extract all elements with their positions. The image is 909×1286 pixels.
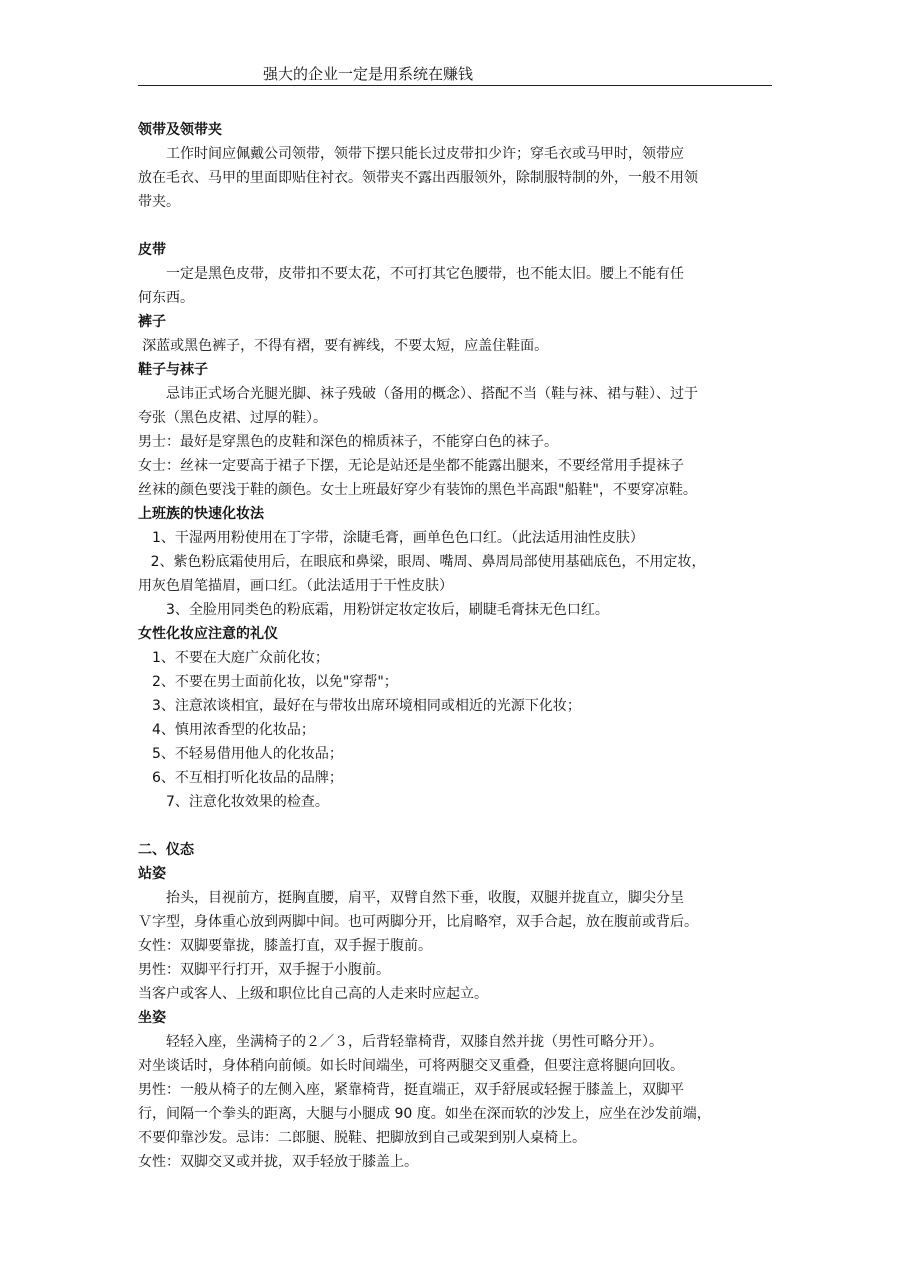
paragraph-line: Ｖ字型，身体重心放到两脚中间。也可两脚分开，比肩略窄，双手合起，放在腹前或背后。 bbox=[138, 914, 698, 930]
header-divider bbox=[138, 85, 772, 86]
paragraph-line: 当客户或客人、上级和职位比自己高的人走来时应起立。 bbox=[138, 986, 488, 1002]
section-heading-sitting: 坐姿 bbox=[138, 1010, 166, 1026]
section-heading-standing: 站姿 bbox=[138, 866, 166, 882]
list-item: 4、慎用浓香型的化妆品； bbox=[152, 722, 315, 738]
paragraph-line: 不要仰靠沙发。忌讳：二郎腿、脱鞋、把脚放到自己或架到别人桌椅上。 bbox=[138, 1130, 586, 1146]
list-item: 3、注意浓谈相宜，最好在与带妆出席环境相同或相近的光源下化妆； bbox=[152, 698, 581, 714]
blank-line bbox=[138, 214, 772, 238]
list-item: 1、干湿两用粉使用在丁字带，涂睫毛膏，画单色色口红。（此法适用油性皮肤） bbox=[152, 530, 644, 546]
document-body bbox=[138, 118, 772, 1174]
section-heading-etiquette: 女性化妆应注意的礼仪 bbox=[138, 626, 278, 642]
paragraph-line: 用灰色眉笔描眉，画口红。（此法适用于干性皮肤） bbox=[138, 578, 453, 594]
section-heading-shoes: 鞋子与袜子 bbox=[138, 362, 208, 378]
paragraph-line: 夸张（黑色皮裙、过厚的鞋）。 bbox=[138, 410, 327, 426]
list-item: 5、不轻易借用他人的化妆品； bbox=[152, 746, 343, 762]
section-heading-posture: 二、仪态 bbox=[138, 842, 194, 858]
list-item: 1、不要在大庭广众前化妆； bbox=[152, 650, 329, 666]
section-heading-belt: 皮带 bbox=[138, 242, 166, 258]
list-item: 3、全脸用同类色的粉底霜，用粉饼定妆定妆后，刷睫毛膏抹无色口红。 bbox=[166, 602, 609, 618]
section-heading-makeup: 上班族的快速化妆法 bbox=[138, 506, 264, 522]
paragraph-line: 放在毛衣、马甲的里面即贴住衬衣。领带夹不露出西服领外，除制服特制的外，一般不用领 bbox=[138, 170, 698, 186]
paragraph-line: 一定是黑色皮带，皮带扣不要太花，不可打其它色腰带，也不能太旧。腰上不能有任 bbox=[166, 266, 684, 282]
paragraph-line: 女性：双脚要靠拢，膝盖打直，双手握于腹前。 bbox=[138, 938, 432, 954]
list-item: 2、紫色粉底霜使用后，在眼底和鼻梁，眼周、嘴周、鼻周局部使用基础底色，不用定妆， bbox=[150, 554, 706, 570]
paragraph-line: 忌讳正式场合光腿光脚、袜子残破（备用的概念）、搭配不当（鞋与袜、裙与鞋）、过于 bbox=[166, 386, 698, 402]
paragraph-line: 深蓝或黑色裤子，不得有褶，要有裤线，不要太短，应盖住鞋面。 bbox=[142, 338, 549, 354]
paragraph-line: 男性：双脚平行打开，双手握于小腹前。 bbox=[138, 962, 390, 978]
paragraph-line: 何东西。 bbox=[138, 290, 194, 306]
paragraph-line: 轻轻入座，坐满椅子的２／３，后背轻靠椅背，双膝自然并拢（男性可略分开）。 bbox=[166, 1034, 663, 1050]
page-header-title: 强大的企业一定是用系统在赚钱 bbox=[263, 65, 474, 83]
list-item: 7、注意化妆效果的检查。 bbox=[166, 794, 329, 810]
paragraph-line: 抬头，目视前方，挺胸直腰，肩平，双臂自然下垂，收腹，双腿并拢直立，脚尖分呈 bbox=[166, 890, 684, 906]
section-heading-pants: 裤子 bbox=[138, 314, 166, 330]
paragraph-line: 男性：一般从椅子的左侧入座，紧靠椅背，挺直端正，双手舒展或轻握于膝盖上，双脚平 bbox=[138, 1082, 684, 1098]
list-item: 6、不互相打听化妆品的品牌； bbox=[152, 770, 343, 786]
paragraph-line: 女性：双脚交叉或并拢，双手轻放于膝盖上。 bbox=[138, 1154, 418, 1170]
paragraph-line: 对坐谈话时，身体稍向前倾。如长时间端坐，可将两腿交叉重叠，但要注意将腿向回收。 bbox=[138, 1058, 684, 1074]
list-item: 2、不要在男士面前化妆，以免"穿帮"； bbox=[152, 674, 398, 690]
paragraph-line: 丝袜的颜色要浅于鞋的颜色。女士上班最好穿少有装饰的黑色半高跟"船鞋"，不要穿凉鞋。 bbox=[138, 482, 697, 498]
blank-line bbox=[138, 814, 772, 838]
paragraph-line: 工作时间应佩戴公司领带，领带下摆只能长过皮带扣少许；穿毛衣或马甲时，领带应 bbox=[166, 146, 684, 162]
paragraph-line: 带夹。 bbox=[138, 194, 180, 210]
paragraph-line: 行，间隔一个拳头的距离，大腿与小腿成 90 度。如坐在深而软的沙发上，应坐在沙发前端， bbox=[138, 1106, 711, 1122]
paragraph-line: 男士：最好是穿黑色的皮鞋和深色的棉质袜子，不能穿白色的袜子。 bbox=[138, 434, 558, 450]
section-heading-tie: 领带及领带夹 bbox=[138, 122, 222, 138]
paragraph-line: 女士：丝袜一定要高于裙子下摆，无论是站还是坐都不能露出腿来，不要经常用手提袜子 bbox=[138, 458, 684, 474]
